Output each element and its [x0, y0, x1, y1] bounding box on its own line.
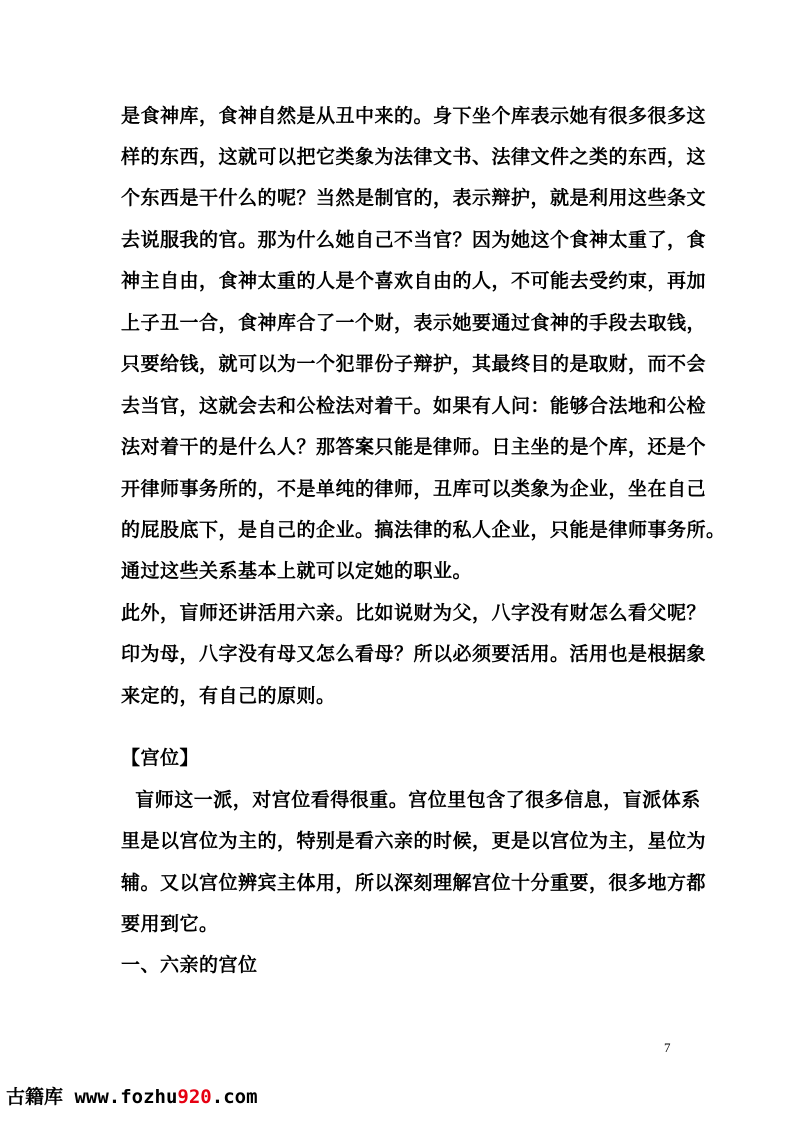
body-text-line: 上子丑一合，食神库合了一个财，表示她要通过食神的手段去取钱，	[121, 312, 707, 334]
body-text-line: 里是以宫位为主的，特别是看六亲的时候，更是以宫位为主，星位为	[121, 830, 707, 852]
body-text-line: 去说服我的官。那为什么她自己不当官？因为她这个食神太重了，食	[121, 229, 707, 251]
body-text-line: 样的东西，这就可以把它类象为法律文书、法律文件之类的东西，这	[121, 146, 707, 168]
body-text-line: 印为母，八字没有母又怎么看母？所以必须要活用。活用也是根据象	[121, 643, 707, 665]
watermark-site-prefix: www.fozhu	[74, 1086, 178, 1108]
body-text-line: 通过这些关系基本上就可以定她的职业。	[121, 560, 473, 582]
body-text-line: 是食神库，食神自然是从丑中来的。身下坐个库表示她有很多很多这	[121, 105, 707, 127]
watermark-brand: 古籍库	[6, 1086, 64, 1108]
body-text-line: 此外，盲师还讲活用六亲。比如说财为父，八字没有财怎么看父呢？	[121, 602, 707, 624]
section-heading: 【宫位】	[121, 747, 200, 769]
body-text-line: 只要给钱，就可以为一个犯罪份子辩护，其最终目的是取财，而不会	[121, 353, 707, 375]
body-text-line: 盲师这一派，对宫位看得很重。宫位里包含了很多信息，盲派体系	[121, 789, 701, 811]
watermark-site-highlight: 920	[177, 1086, 212, 1108]
watermark	[6, 1085, 258, 1109]
body-text-line: 神主自由，食神太重的人是个喜欢自由的人，不可能去受约束，再加	[121, 270, 707, 292]
body-text-line: 要用到它。	[121, 913, 219, 935]
body-text-line: 去当官，这就会去和公检法对着干。如果有人问：能够合法地和公检	[121, 395, 707, 417]
body-text-line: 的屁股底下，是自己的企业。搞法律的私人企业，只能是律师事务所。	[121, 519, 726, 541]
body-text-line: 个东西是干什么的呢？当然是制官的，表示辩护，就是利用这些条文	[121, 187, 707, 209]
subsection-heading: 一、六亲的宫位	[121, 954, 258, 976]
page-number: 7	[664, 1040, 671, 1055]
body-text-line: 法对着干的是什么人？那答案只能是律师。日主坐的是个库，还是个	[121, 436, 707, 458]
body-text-line: 辅。又以宫位辨宾主体用，所以深刻理解宫位十分重要，很多地方都	[121, 872, 707, 894]
body-text-line: 开律师事务所的，不是单纯的律师，丑库可以类象为企业，坐在自己	[121, 478, 707, 500]
body-text-line: 来定的，有自己的原则。	[121, 685, 336, 707]
watermark-site-suffix: .com	[211, 1086, 258, 1108]
